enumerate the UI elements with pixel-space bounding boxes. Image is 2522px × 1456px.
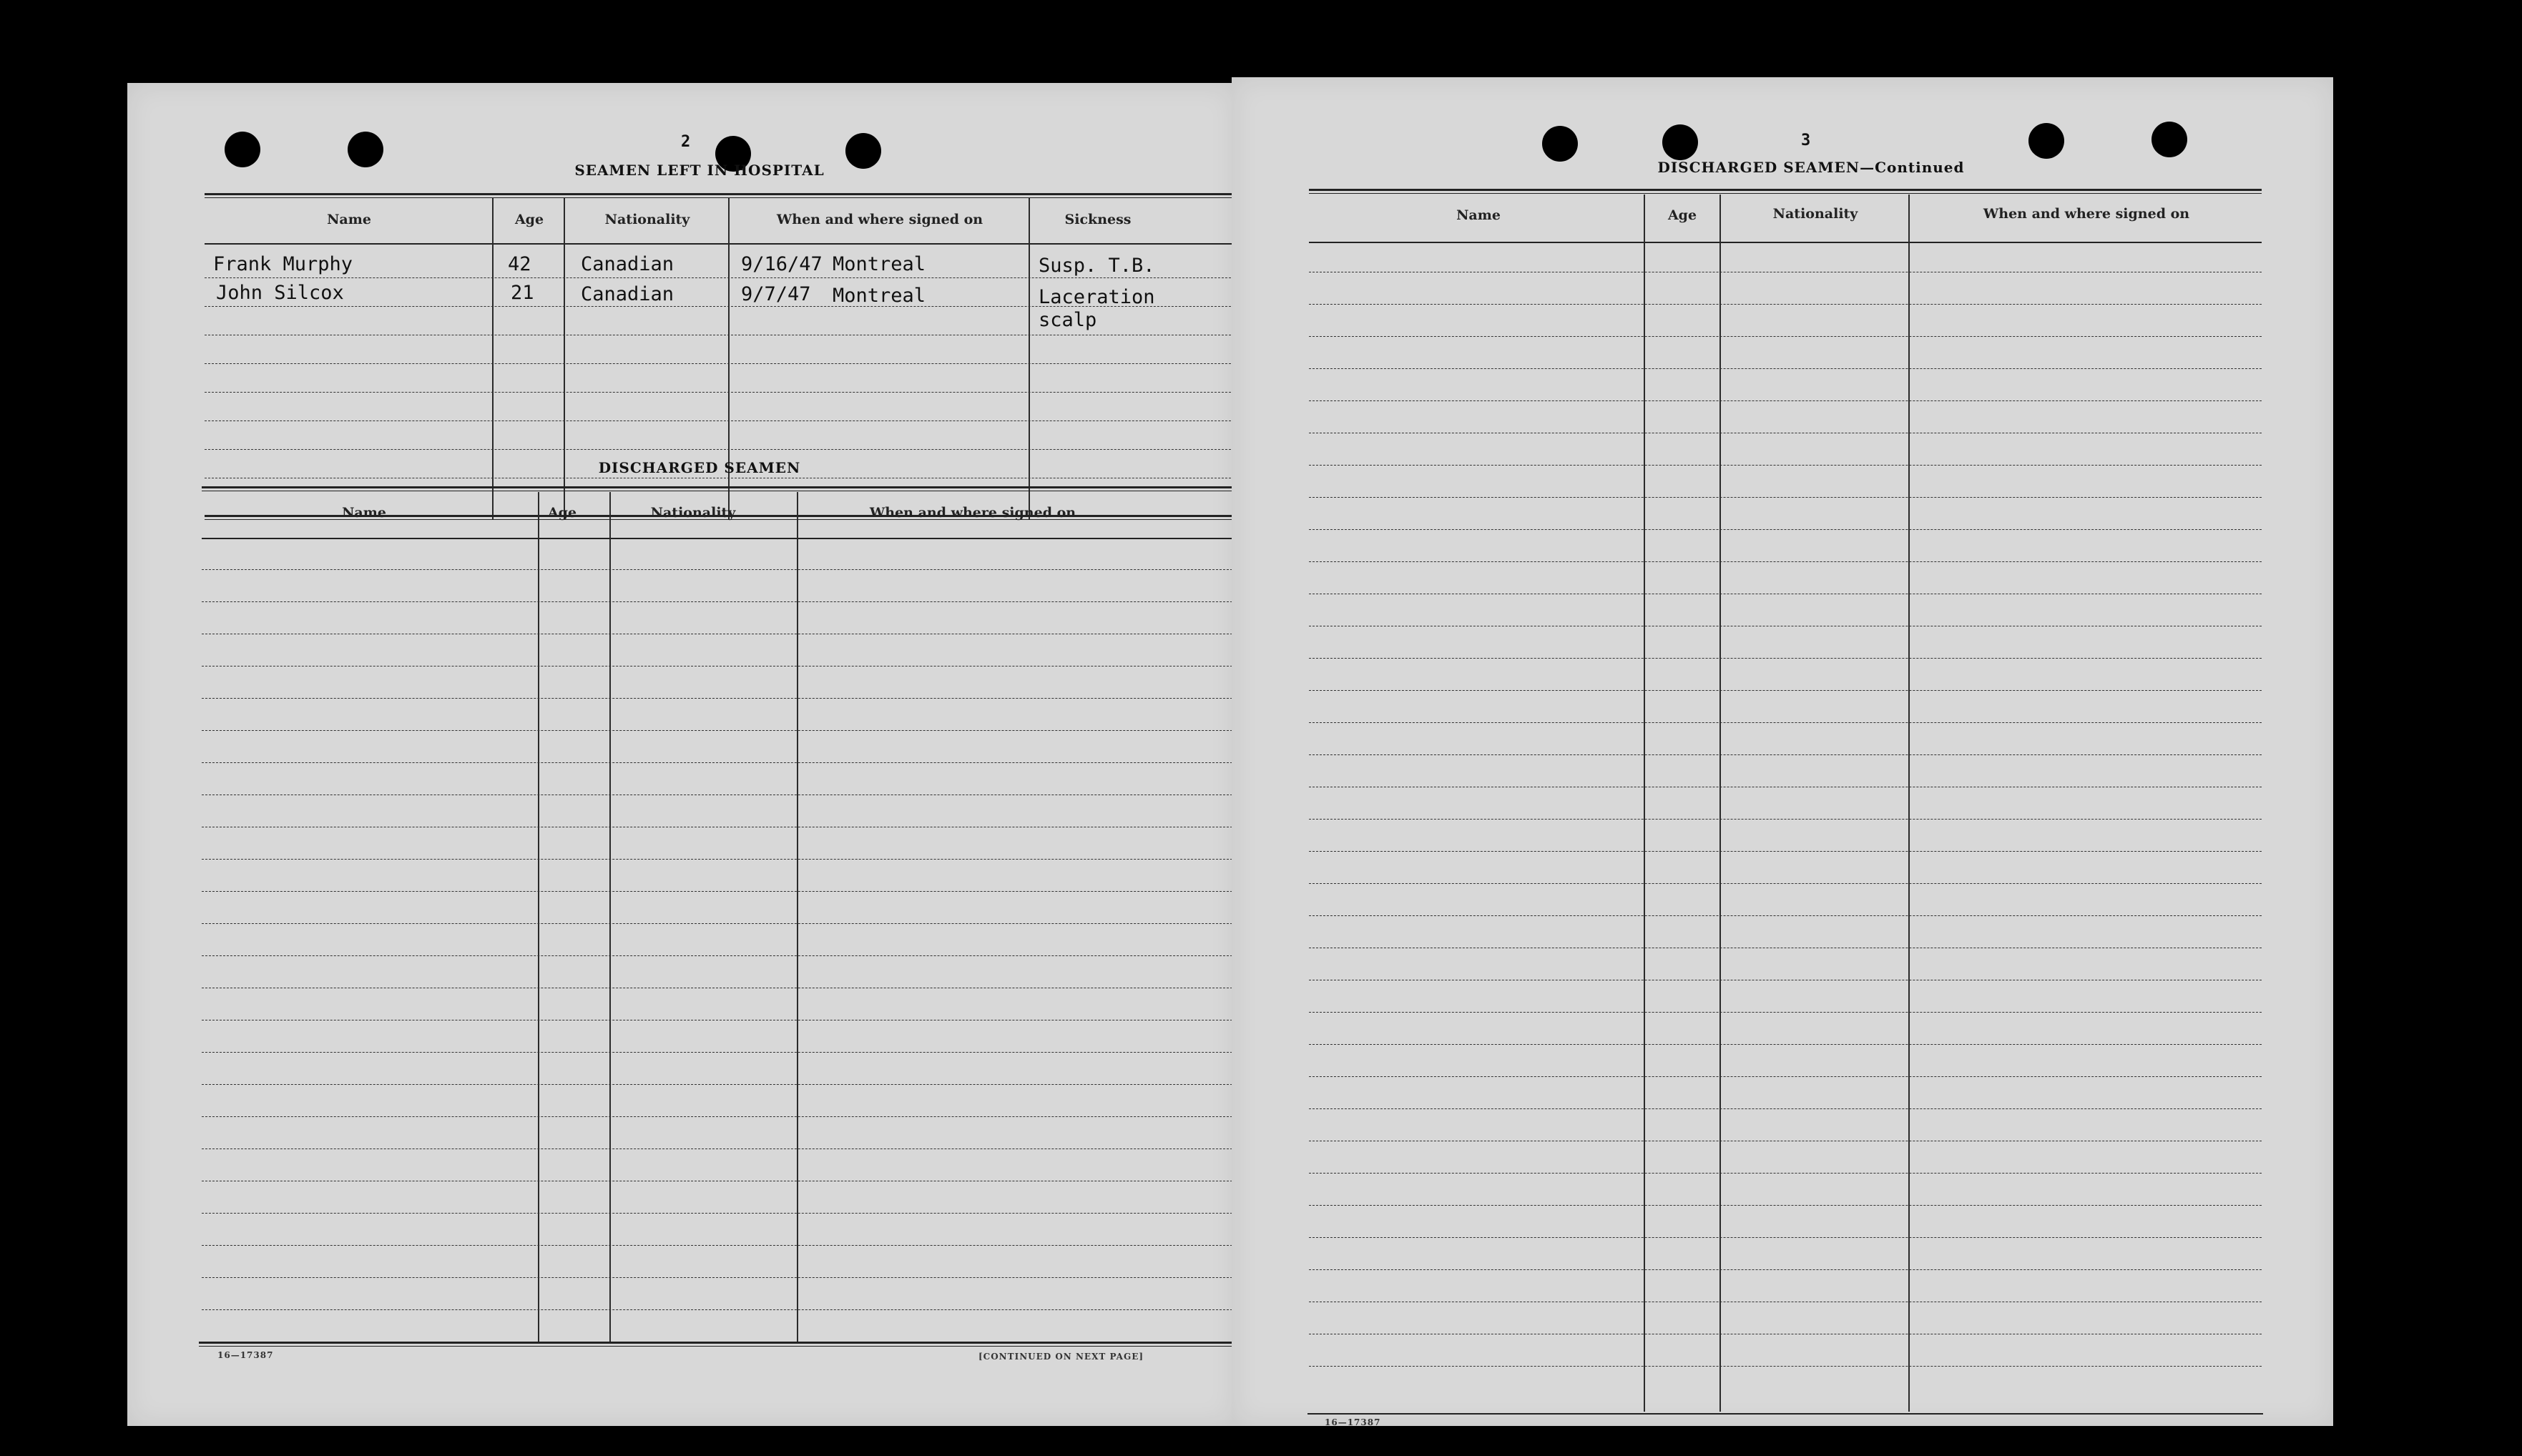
column-divider: [1908, 195, 1910, 1412]
discharged-heading: DISCHARGED SEAMEN: [598, 459, 801, 476]
table-bottom-rule: [199, 1342, 1236, 1347]
hospital-row-2-sickness: Laceration: [1039, 286, 1155, 308]
column-header-age: Age: [547, 505, 577, 521]
row-line: [1309, 1205, 2262, 1206]
row-line: [1309, 1269, 2262, 1270]
hospital-row-2-nationality: Canadian: [581, 283, 674, 305]
row-line: [202, 1052, 1236, 1053]
hospital-row-1-nationality: Canadian: [581, 253, 674, 275]
hospital-row-2-sickness-continued: scalp: [1039, 309, 1097, 331]
row-line: [1309, 1173, 2262, 1174]
punch-hole: [1542, 126, 1578, 162]
form-number: 16—17387: [1325, 1417, 1381, 1427]
table-top-rule: [202, 486, 1236, 491]
column-divider: [538, 492, 539, 1343]
row-line: [202, 1084, 1236, 1085]
row-line: [1309, 336, 2262, 337]
row-line: [202, 569, 1236, 570]
continued-note: [CONTINUED ON NEXT PAGE]: [978, 1352, 1144, 1362]
row-line: [1309, 400, 2262, 401]
punch-hole: [348, 132, 383, 167]
column-header-age: Age: [514, 212, 544, 227]
row-line: [202, 1245, 1236, 1246]
left-page: [127, 83, 1236, 1426]
column-header-name: Name: [1456, 207, 1501, 223]
column-header-nationality: Nationality: [650, 505, 736, 521]
row-line: [1309, 529, 2262, 530]
column-header-name: Name: [327, 212, 371, 227]
row-line: [1309, 754, 2262, 755]
punch-hole: [2028, 123, 2064, 159]
hospital-row-1-date: 9/16/47: [741, 253, 823, 275]
header-rule: [205, 243, 1235, 245]
row-line: [202, 698, 1236, 699]
row-line: [202, 859, 1236, 860]
column-header-signed-on: When and where signed on: [869, 505, 1076, 521]
row-line: [1309, 690, 2262, 691]
row-line: [1309, 1076, 2262, 1077]
hospital-row-1-place: Montreal: [833, 253, 926, 275]
row-line: [1309, 851, 2262, 852]
row-line: [202, 955, 1236, 956]
punch-hole: [225, 132, 260, 167]
row-line: [202, 1309, 1236, 1310]
row-line: [205, 420, 1235, 421]
row-line: [205, 392, 1235, 393]
right-page: [1232, 77, 2333, 1426]
column-header-nationality: Nationality: [604, 212, 690, 227]
column-header-signed-on: When and where signed on: [776, 212, 983, 227]
row-line: [1309, 1366, 2262, 1367]
row-line: [202, 1116, 1236, 1117]
hospital-row-2-age: 21: [511, 282, 534, 304]
row-line: [202, 762, 1236, 763]
row-line: [202, 730, 1236, 731]
table-bottom-rule: [1307, 1413, 2263, 1415]
hospital-row-2-date: 9/7/47: [741, 283, 811, 305]
table-top-rule: [1309, 189, 2262, 194]
row-line: [1309, 1108, 2262, 1109]
row-line: [1309, 1237, 2262, 1238]
row-line: [202, 1213, 1236, 1214]
row-line: [1309, 368, 2262, 369]
row-line: [1309, 497, 2262, 498]
column-header-name: Name: [342, 505, 386, 521]
column-header-signed-on: When and where signed on: [1983, 206, 2190, 222]
row-line: [1309, 1044, 2262, 1045]
table-top-rule: [205, 193, 1235, 198]
column-divider: [1719, 195, 1721, 1412]
row-line: [1309, 1012, 2262, 1013]
punch-hole: [2151, 122, 2187, 157]
row-line: [1309, 465, 2262, 466]
column-header-age: Age: [1667, 207, 1697, 223]
header-rule: [202, 538, 1236, 539]
row-line: [202, 601, 1236, 602]
hospital-row-1-name: Frank Murphy: [213, 253, 353, 275]
page-number: 2: [681, 133, 691, 151]
row-line: [202, 1277, 1236, 1278]
header-rule: [1309, 242, 2262, 243]
row-line: [202, 891, 1236, 892]
row-line: [205, 363, 1235, 364]
row-line: [1309, 561, 2262, 562]
column-divider: [797, 492, 798, 1343]
row-line: [1309, 883, 2262, 884]
row-line: [202, 1148, 1236, 1149]
row-line: [1309, 915, 2262, 916]
row-line: [1309, 304, 2262, 305]
punch-hole: [1662, 124, 1698, 160]
row-line: [205, 449, 1235, 450]
row-line: [1309, 722, 2262, 723]
hospital-row-1-age: 42: [508, 253, 531, 275]
row-line: [1309, 658, 2262, 659]
hospital-row-2-place: Montreal: [833, 285, 926, 307]
column-divider: [1029, 197, 1030, 519]
column-divider: [1644, 195, 1645, 1412]
hospital-row-2-name: John Silcox: [216, 282, 344, 304]
column-header-nationality: Nationality: [1772, 206, 1858, 222]
column-header-sickness: Sickness: [1064, 212, 1132, 227]
hospital-heading: SEAMEN LEFT IN HOSPITAL: [574, 162, 825, 179]
row-line: [205, 277, 1235, 278]
hospital-row-1-sickness: Susp. T.B.: [1039, 255, 1155, 277]
row-line: [202, 923, 1236, 924]
row-line: [1309, 819, 2262, 820]
form-number: 16—17387: [217, 1350, 274, 1360]
column-divider: [609, 492, 611, 1343]
page-number: 3: [1801, 132, 1811, 149]
discharged-continued-heading: DISCHARGED SEAMEN—Continued: [1657, 159, 1965, 176]
